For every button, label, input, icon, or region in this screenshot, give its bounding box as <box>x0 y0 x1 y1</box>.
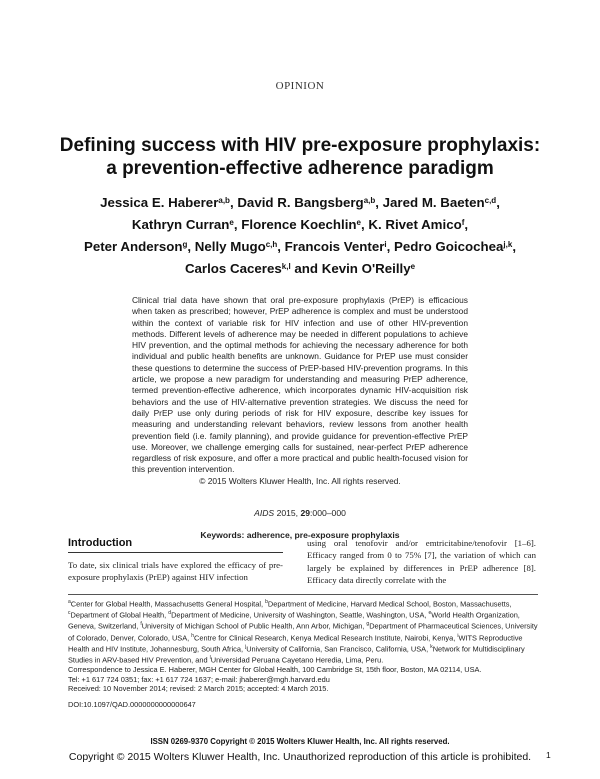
title-line-2: a prevention-effective adherence paradigm <box>106 158 494 179</box>
section-label: OPINION <box>275 80 325 92</box>
author-line <box>50 192 550 214</box>
affiliation-text: Network for Multidisciplinary Studies in ARV-based HIV Prevention, and <box>68 644 525 665</box>
author-name: K. Rivet Amico <box>368 217 462 232</box>
author-line <box>50 236 550 258</box>
affiliation-text: Universidad Peruana Cayetano Heredia, Lima, Peru. <box>210 655 384 665</box>
citation-pages: :000–000 <box>310 508 346 518</box>
author-name: Nelly Mugo <box>194 239 266 254</box>
author-affiliation: k,l <box>281 262 291 271</box>
author-affiliation: j,k <box>503 240 513 249</box>
author-separator: , <box>464 217 469 232</box>
author-separator: , <box>512 239 517 254</box>
affiliation-marker: l <box>209 654 211 661</box>
received-dates: Received: 10 November 2014; revised: 2 March 2015; accepted: 4 March 2015. <box>68 684 329 694</box>
correspondence: Correspondence to Jessica E. Haberer, MGH Center for Global Health, 100 Cambridge St, 15th floor, Boston, MA 02114, USA. <box>68 665 482 675</box>
abstract-text: Clinical trial data have shown that oral pre-exposure prophylaxis (PrEP) is efficacious when taken as prescribed; however, PrEP adherence is complex and must be understood within the context of variable risk for HIV infection and use of other HIV-prevention methods. Different levels of adherence may be needed in different populations to achieve HIV prevention, and the optimal methods for achieving the necessary adherence for both individual and public health benefits are unknown. Guidance for PrEP use must consider these questions to determine the success of PrEP-based HIV-prevention programs. In this article, we propose a new paradigm for understanding and measuring PrEP adherence, termed prevention-effective adherence, which incorporates dynamic HIV-acquisition risk behaviors and the use of HIV-alternative prevention strategies. We discuss the need for daily PrEP use only during periods of risk for HIV exposure, describe key issues for measuring and understanding relevant behaviors, review lessons from another health prevention field (i.e. family planning), and provide guidance for prevention-effective PrEP use. Moreover, we challenge emerging calls for sustained, near-perfect PrEP adherence regardless of risk exposure, and offer a more practical and public health-focused vision for this prevention intervention. <box>132 295 468 475</box>
abstract <box>132 295 468 487</box>
author-name: Francois Venter <box>284 239 385 254</box>
author-separator: , <box>360 217 369 232</box>
author-name: Peter Anderson <box>83 239 183 254</box>
affiliation-marker: g <box>366 621 370 628</box>
title-line-1: Defining success with HIV pre-exposure prophylaxis: <box>59 135 541 156</box>
author-affiliation: a,b <box>218 196 230 205</box>
keywords-value: adherence, pre-exposure prophylaxis <box>246 530 400 540</box>
citation-year: 2015, <box>276 508 299 518</box>
footer-copyright: Copyright © 2015 Wolters Kluwer Health, Inc. Unauthorized reproduction of this article is prohibited. <box>68 751 532 763</box>
author-name: Florence Koechlin <box>241 217 357 232</box>
affiliation-marker: k <box>430 643 433 650</box>
author-affiliation: e <box>229 218 234 227</box>
author-name: Kevin O'Reilly <box>321 261 411 276</box>
author-name: David R. Bangsberg <box>237 195 364 210</box>
author-separator: and <box>290 261 322 276</box>
author-affiliation: g <box>182 240 188 249</box>
citation-journal: AIDS <box>254 508 275 518</box>
author-affiliation: e <box>410 262 416 271</box>
article-title <box>40 134 560 180</box>
affiliation-text: Department of Medicine, Harvard Medical School, Boston, Massachusetts, <box>267 599 512 609</box>
author-separator: , <box>496 195 500 210</box>
keywords-label: Keywords: <box>200 530 245 540</box>
affiliation-text: World Health Organization, Geneva, Switzerland, <box>68 610 520 631</box>
author-name: Jessica E. Haberer <box>100 195 219 210</box>
author-affiliation: c,d <box>484 196 497 205</box>
author-affiliation: i <box>384 240 387 249</box>
abstract-copyright: © 2015 Wolters Kluwer Health, Inc. All rights reserved. <box>199 475 401 486</box>
affiliation-text: Centre for Clinical Research, Kenya Medical Research Institute, Nairobi, Kenya, <box>194 632 458 642</box>
affiliation-marker: f <box>140 621 142 628</box>
affiliation-text: Department of Pharmaceutical Sciences, University of Colorado, Denver, Colorado, USA, <box>68 621 538 642</box>
author-name: Carlos Caceres <box>184 261 282 276</box>
author-separator: , <box>229 195 238 210</box>
affiliations <box>68 598 538 665</box>
issn-line: ISSN 0269-9370 Copyright © 2015 Wolters Kluwer Health, Inc. All rights reserved. <box>150 737 450 746</box>
footnote-divider <box>68 594 538 595</box>
intro-divider <box>68 552 283 553</box>
author-list <box>50 192 550 280</box>
affiliation-marker: j <box>245 643 247 650</box>
contact-info: Tel: +1 617 724 0351; fax: +1 617 724 1637; e-mail: jhaberer@mgh.harvard.edu <box>68 674 330 684</box>
affiliation-marker: d <box>168 610 172 617</box>
author-separator: , <box>233 217 242 232</box>
author-affiliation: f <box>461 218 465 227</box>
affiliation-marker: i <box>457 632 459 639</box>
citation-volume: 29 <box>300 508 311 518</box>
affiliation-text: WITS Reproductive Health and HIV Institute, Johannesburg, South Africa, <box>68 632 523 654</box>
author-separator: , <box>277 239 285 254</box>
affiliation-text: Center for Global Health, Massachusetts General Hospital, <box>70 599 266 609</box>
affiliation-text: Department of Medicine, University of Washington, Seattle, Washington, USA, <box>171 610 429 620</box>
affiliation-marker: a <box>68 599 71 605</box>
affiliation-text: University of Michigan School of Public Health, Ann Arbor, Michigan, <box>141 621 367 631</box>
page-number: 1 <box>546 750 551 760</box>
author-separator: , <box>386 239 395 254</box>
intro-heading: Introduction <box>68 537 133 549</box>
author-line <box>50 214 550 236</box>
author-name: Pedro Goicochea <box>394 239 504 254</box>
author-affiliation: e <box>356 218 361 227</box>
intro-right-column: using oral tenofovir and/or emtricitabine/tenofovir [1–6]. Efficacy ranged from 0 to 75% [7], the variation of which can largely be explained by differences in PrEP adherence [8]. Efficacy data directly correlate with the <box>307 538 536 586</box>
affiliation-marker: b <box>265 599 268 605</box>
author-affiliation: a,b <box>363 196 376 205</box>
affiliation-marker: h <box>191 632 195 639</box>
author-affiliation: c,h <box>265 240 278 249</box>
affiliation-text: Department of Global Health, <box>70 610 169 620</box>
author-line <box>50 258 550 280</box>
affiliation-marker: e <box>428 610 432 617</box>
intro-left-column: To date, six clinical trials have explored the efficacy of pre-exposure prophylaxis (PrEP) against HIV infection <box>68 560 283 583</box>
citation <box>0 508 600 518</box>
author-name: Kathryn Curran <box>131 217 230 232</box>
author-separator: , <box>375 195 383 210</box>
affiliation-text: University of California, San Francisco, California, USA, <box>246 644 431 654</box>
author-name: Jared M. Baeten <box>382 195 485 210</box>
footnotes <box>68 598 538 710</box>
doi: DOI:10.1097/QAD.0000000000000647 <box>68 700 196 710</box>
affiliation-marker: c <box>68 610 71 617</box>
author-separator: , <box>187 239 195 254</box>
